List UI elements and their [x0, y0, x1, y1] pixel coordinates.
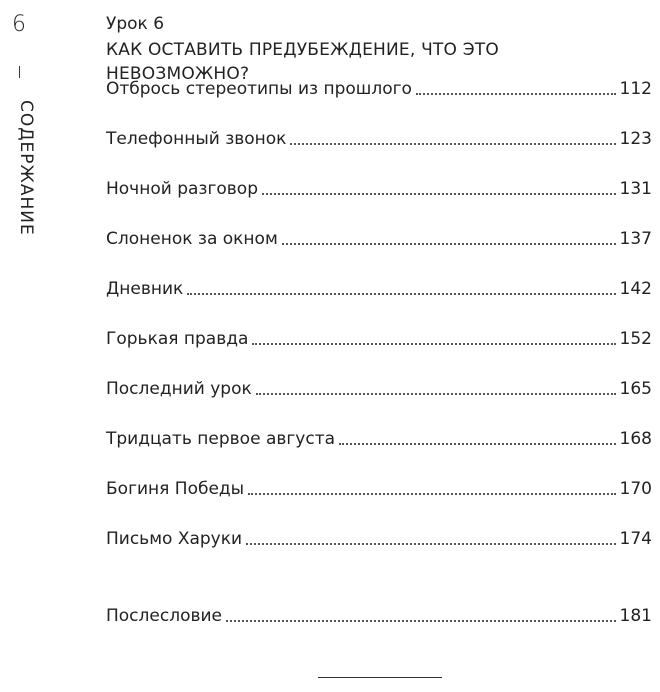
toc-entry[interactable] [106, 176, 652, 200]
dot-leader [256, 393, 616, 395]
toc-entry[interactable] [106, 276, 652, 300]
page-number: 6 [12, 12, 26, 37]
dot-leader [416, 93, 616, 95]
section-title: СОДЕРЖАНИЕ [16, 100, 36, 236]
toc-entry[interactable] [106, 603, 652, 627]
toc-entry[interactable] [106, 376, 652, 400]
dot-leader [226, 620, 616, 622]
toc-entry[interactable] [106, 226, 652, 250]
toc-entry-title: Горькая правда [106, 329, 249, 349]
dot-leader [339, 443, 616, 445]
dot-leader [262, 193, 616, 195]
toc-entry-page: 152 [619, 329, 652, 349]
toc-entry-page: 174 [619, 529, 652, 549]
toc-entry[interactable] [106, 426, 652, 450]
dot-leader [282, 243, 616, 245]
toc-entry-title: Телефонный звонок [106, 129, 287, 149]
toc-entry-page: 170 [619, 479, 652, 499]
dot-leader [248, 493, 615, 495]
toc-entry-title: Послесловие [106, 606, 222, 626]
toc-entry-title: Богиня Победы [106, 479, 245, 499]
toc-entry-page: 131 [619, 179, 652, 199]
toc-entry-page: 123 [619, 129, 652, 149]
dot-leader [187, 293, 615, 295]
toc-entry-page: 165 [619, 379, 652, 399]
toc-entry[interactable] [106, 76, 652, 100]
toc-entry-title: Тридцать первое августа [106, 429, 336, 449]
toc-entry[interactable] [106, 476, 652, 500]
dot-leader [290, 143, 615, 145]
toc-entry-page: 112 [619, 79, 652, 99]
toc-entry-page: 181 [619, 606, 652, 626]
toc-entry-page: 142 [619, 279, 652, 299]
toc-entry-title: Слоненок за окном [106, 229, 278, 249]
toc-entry[interactable] [106, 126, 652, 150]
toc-entry-page: 168 [619, 429, 652, 449]
chapter-heading [106, 12, 646, 86]
toc-entry-title: Ночной разговор [106, 179, 258, 199]
header-divider [19, 66, 20, 78]
dot-leader [252, 343, 615, 345]
toc-entry-title: Дневник [106, 279, 184, 299]
toc-entry-title: Письмо Харуки [106, 529, 243, 549]
dot-leader [246, 543, 615, 545]
bottom-rule [318, 677, 442, 678]
toc-entry[interactable] [106, 526, 652, 550]
toc-entry-page: 137 [619, 229, 652, 249]
toc-entry-title: Последний урок [106, 379, 252, 399]
toc-entry-title: Отбрось стереотипы из прошлого [106, 79, 412, 99]
lesson-label: Урок 6 [106, 14, 165, 34]
toc-entry[interactable] [106, 326, 652, 350]
running-header [0, 0, 60, 300]
chapter-title: КАК ОСТАВИТЬ ПРЕДУБЕЖДЕНИЕ, ЧТО ЭТО НЕВОЗМОЖНО? [106, 40, 499, 84]
